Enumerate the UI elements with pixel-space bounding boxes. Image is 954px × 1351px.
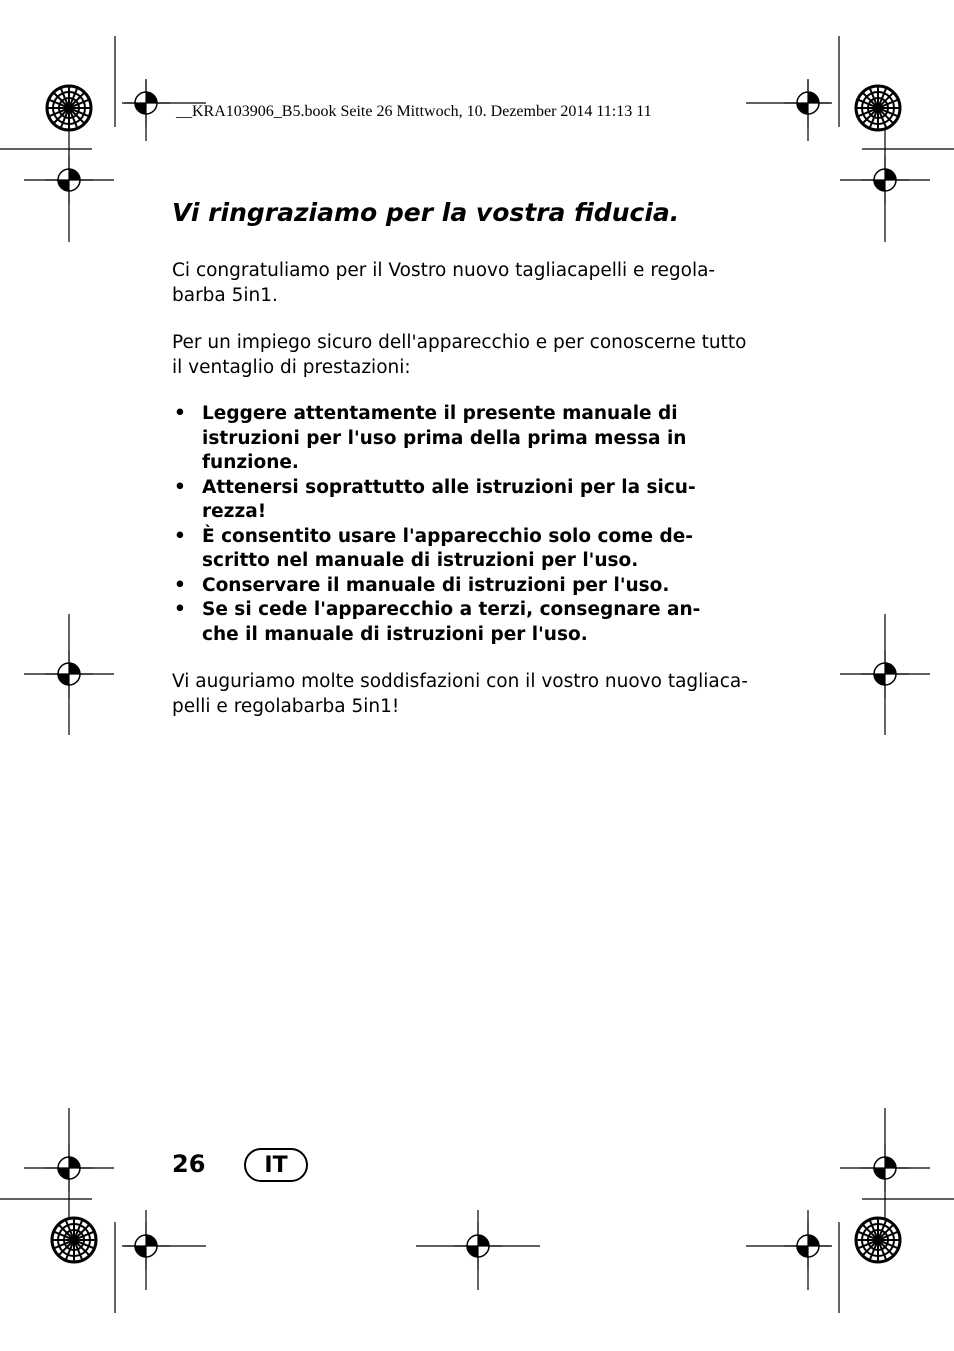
closing-line: pelli e regolabarba 5in1! (172, 695, 400, 717)
usage-intro-line: il ventaglio di prestazioni: (172, 356, 411, 378)
list-item-line: Conservare il manuale di istruzioni per l'uso. (202, 574, 670, 596)
bullet-icon: • (174, 403, 186, 424)
intro-paragraph (172, 259, 732, 308)
intro-line: Ci congratuliamo per il Vostro nuovo tagliacapelli e regola- (172, 260, 716, 281)
list-item-line: È consentito usare l'apparecchio solo come de- (202, 525, 693, 547)
bullet-icon: • (174, 574, 186, 596)
page-number: 26 (172, 1150, 206, 1178)
list-item-line: istruzioni per l'uso prima della prima messa in (202, 427, 687, 449)
closing-line: Vi auguriamo molte soddisfazioni con il vostro nuovo tagliaca- (172, 671, 748, 692)
print-file-info: __KRA103906_B5.book Seite 26 Mittwoch, 10. Dezember 2014 11:13 11 (176, 103, 652, 120)
list-item (172, 476, 732, 525)
bullet-icon: • (174, 476, 186, 498)
page-title: Vi ringraziamo per la vostra fiducia. (172, 198, 680, 227)
list-item-line: scritto nel manuale di istruzioni per l'uso. (202, 550, 639, 571)
list-item (172, 525, 732, 574)
list-item (172, 574, 732, 599)
list-item-line: rezza! (202, 501, 267, 522)
instructions-list (172, 402, 732, 647)
list-item-line: Attenersi soprattutto alle istruzioni per la sicu- (202, 476, 696, 498)
usage-intro-line: Per un impiego sicuro dell'apparecchio e per conoscerne tutto (172, 332, 747, 353)
bullet-icon: • (174, 525, 186, 547)
list-item (172, 402, 732, 476)
intro-line: barba 5in1. (172, 284, 278, 306)
list-item-line: che il manuale di istruzioni per l'uso. (202, 623, 588, 645)
closing-paragraph (172, 670, 748, 719)
bullet-icon: • (174, 599, 186, 620)
language-badge: IT (244, 1148, 308, 1182)
list-item-line: funzione. (202, 452, 299, 473)
usage-intro-paragraph (172, 331, 747, 380)
list-item-line: Se si cede l'apparecchio a terzi, consegnare an- (202, 599, 701, 620)
list-item-line: Leggere attentamente il presente manuale di (202, 403, 678, 424)
list-item (172, 598, 732, 647)
